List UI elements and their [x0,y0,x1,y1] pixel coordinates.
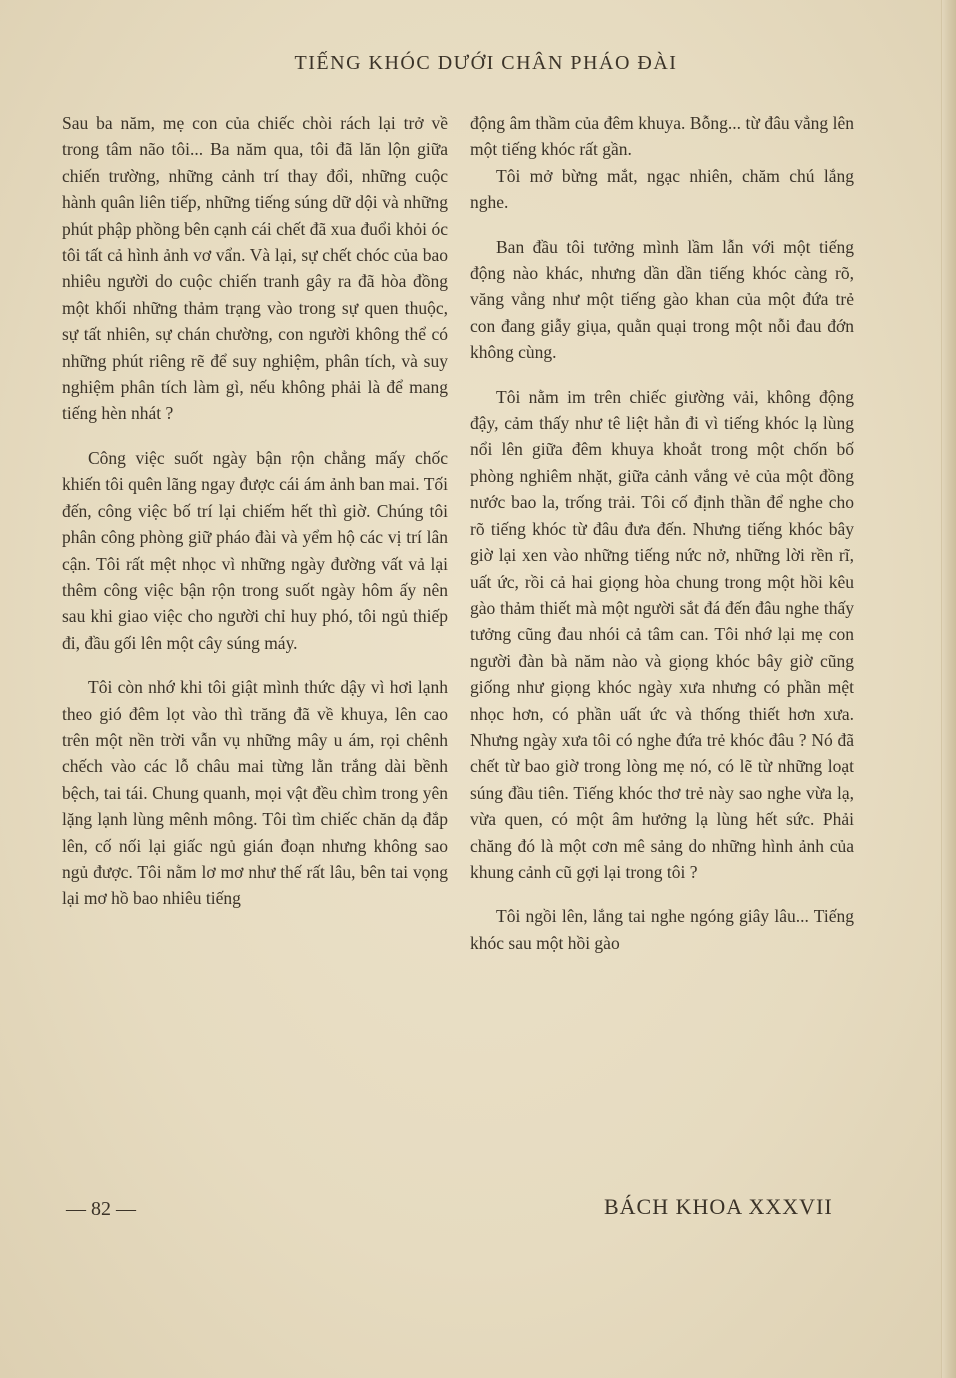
header-title: TIẾNG KHÓC DƯỚI CHÂN PHÁO ĐÀI [294,52,678,74]
running-header [0,52,956,75]
paragraph: Ban đầu tôi tưởng mình lầm lẫn với một tiếng động nào khác, nhưng dần dần tiếng khóc càng rõ, văng vẳng như một tiếng gào khan của một đứa trẻ con đang giẫy giụa, quằn quại trong một nỗi đau đớn không cùng. [470,236,854,363]
journal-name: BÁCH KHOA XXXVII [604,1194,833,1219]
paragraph: Sau ba năm, mẹ con của chiếc chòi rách lại trở về trong tâm não tôi... Ba năm qua, tôi đã lăn lộn giữa chiến trường, những cảnh trí thay đổi, những cuộc hành quân liên tiếp, những tiếng súng dữ dội và những phút phập phồng bên cạnh cái chết đã xua đuổi khỏi óc tôi tất cả hình ảnh vơ vẩn. Và lại, sự chết chóc của bao nhiêu người do cuộc chiến tranh gây ra đã hòa đồng một khối những thảm trạng vào trong sự quen thuộc, sự tất nhiên, sự chán chường, con người không thể có những phút riêng rẽ để suy nghiệm, phân tích, và suy nghiệm phân tích làm gì, nếu không phải là để mang tiếng hèn nhát ? [62,113,448,424]
page-number: — 82 — [66,1198,136,1220]
right-column [470,110,854,956]
paragraph: Tôi còn nhớ khi tôi giật mình thức dậy vì hơi lạnh theo gió đêm lọt vào thì trăng đã về khuya, lên cao trên một nền trời vẫn vụ những mây u ám, rọi chênh chếch vào các lỗ châu mai từng lằn trắng dài bềnh bệch, tai tái. Chung quanh, mọi vật đều chìm trong yên lặng lạnh lùng mênh mông. Tôi tìm chiếc chăn dạ đắp lên, cố nối lại giấc ngủ gián đoạn nhưng không sao ngủ được. Tôi nằm lơ mơ như thế rất lâu, bên tai vọng lại mơ hồ bao nhiêu tiếng [62,677,448,909]
page-edge [941,0,956,1378]
paragraph: Tôi ngồi lên, lắng tai nghe ngóng giây lâu... Tiếng khóc sau một hồi gào [470,906,854,953]
paragraph: Công việc suốt ngày bận rộn chẳng mấy chốc khiến tôi quên lãng ngay được cái ám ảnh ban mai. Tối đến, công việc bố trí lại chiếm hết thì giờ. Chúng tôi phân công phòng giữ pháo đài và yểm hộ các vị trí lân cận. Tôi rất mệt nhọc vì những ngày đường vất vả lại thêm công việc bận rộn trong suốt ngày hôm ấy nên sau khi giao việc cho người chỉ huy phó, tôi ngủ thiếp đi, đầu gối lên một cây súng máy. [62,447,448,653]
left-column [62,110,448,912]
paragraph: Tôi nằm im trên chiếc giường vải, không động đậy, cảm thấy như tê liệt hẳn đi vì tiếng khóc lạ lùng nổi lên giữa đêm khuya khoắt trong một chốn bố phòng nghiêm nhặt, giữa cảnh vắng vẻ của một đồng nước bao la, trống trải. Tôi cố định thần để nghe cho rõ tiếng khóc từ đâu đưa đến. Nhưng tiếng khóc bây giờ lại xen vào những tiếng nức nở, những lời rền rĩ, uất ức, rồi cả hai giọng hòa chung trong một hồi kêu gào thảm thiết mà một người sắt đá đến đâu nghe thấy tưởng cũng đau nhói cả tâm can. Tôi nhớ lại mẹ con người đàn bà năm nào và giọng khóc bây giờ cũng giống như giọng khóc ngày xưa nhưng có phần mệt nhọc hơn, có phần uất ức và thống thiết hơn xưa. Nhưng ngày xưa tôi có nghe đứa trẻ khóc đâu ? Nó đã chết từ bao giờ trong lòng mẹ nó, có lẽ từ những loạt súng đầu tiên. Tiếng khóc thơ trẻ này sao nghe vừa lạ, vừa quen, có một âm hưởng lạ lùng hết sức. Phải chăng đó là một cơn mê sảng do những hình ảnh của khung cảnh cũ gợi lại trong tôi ? [470,386,854,882]
paragraph: động âm thầm của đêm khuya. Bỗng... từ đâu vẳng lên một tiếng khóc rất gần. [470,113,854,160]
paragraph: Tôi mở bừng mắt, ngạc nhiên, chăm chú lắng nghe. [470,165,854,213]
